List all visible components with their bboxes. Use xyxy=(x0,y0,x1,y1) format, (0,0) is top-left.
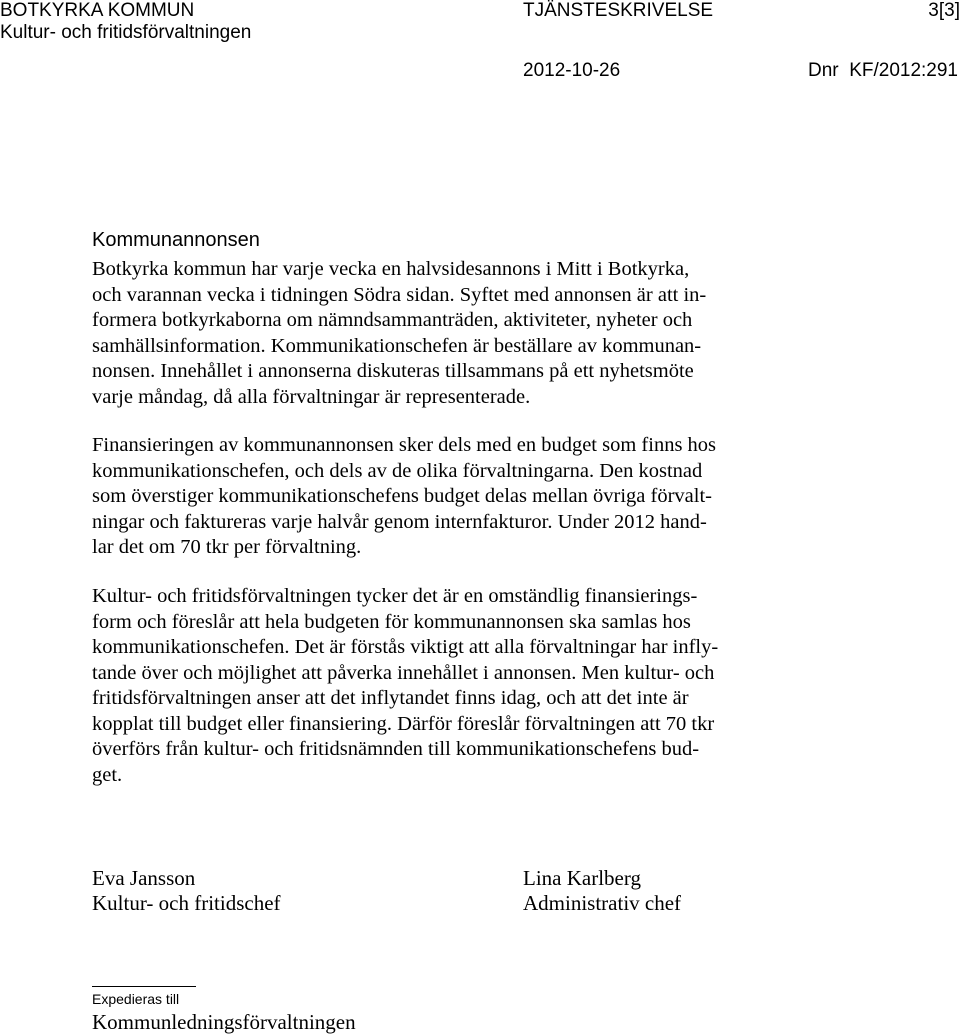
paragraph-line: lar det om 70 tkr per förvaltning. xyxy=(92,536,362,558)
paragraph-line: och varannan vecka i tidningen Södra sidan. Syftet med annonsen är att in- xyxy=(92,283,707,306)
paragraph-line: Botkyrka kommun har varje vecka en halvsidesannons i Mitt i Botkyrka, xyxy=(92,258,690,280)
signature-title-2: Administrativ chef xyxy=(523,891,682,915)
distribution-label: Expedieras till xyxy=(92,991,180,1007)
document-type: TJÄNSTESKRIVELSE xyxy=(523,0,714,21)
paragraph-line: formera botkyrkaborna om nämndsammanträden, aktiviteter, nyheter och xyxy=(92,309,693,331)
paragraph-line: kommunikationschefen. Det är förstås viktigt att alla förvaltningar har infly- xyxy=(92,636,719,658)
paragraph-line: fritidsförvaltningen anser att det inflytandet finns idag, och att det inte är xyxy=(92,687,689,709)
department-name: Kultur- och fritidsförvaltningen xyxy=(0,22,252,43)
paragraph-line: nonsen. Innehållet i annonserna diskuteras tillsammans på ett nyhetsmöte xyxy=(92,360,694,382)
paragraph-line: samhällsinformation. Kommunikationschefen är beställare av kommunan- xyxy=(92,334,702,357)
paragraph-line: kommunikationschefen, och dels av de olika förvaltningarna. Den kostnad xyxy=(92,459,703,482)
footer-divider xyxy=(92,986,196,987)
distribution-recipient: Kommunledningsförvaltningen xyxy=(92,1010,356,1034)
paragraph-2 xyxy=(92,433,716,561)
paragraph-line: Kultur- och fritidsförvaltningen tycker det är en omständlig finansierings- xyxy=(92,585,698,607)
signature-name-1: Eva Jansson xyxy=(92,866,196,890)
paragraph-line: varje måndag, då alla förvaltningar är representerade. xyxy=(92,385,531,408)
paragraph-line: tande över och möjlighet att påverka innehållet i annonsen. Men kultur- och xyxy=(92,661,715,684)
paragraph-1 xyxy=(92,257,706,410)
paragraph-line: som överstiger kommunikationschefens budget delas mellan övriga förvalt- xyxy=(92,485,712,507)
paragraph-line: överförs från kultur- och fritidsnämnden till kommunikationschefens bud- xyxy=(92,738,700,760)
paragraph-line: kopplat till budget eller finansiering. Därför föreslår förvaltningen att 70 tkr xyxy=(92,712,715,735)
paragraph-line: get. xyxy=(92,763,123,786)
paragraph-line: form och föreslår att hela budgeten för kommunannonsen ska samlas hos xyxy=(92,610,691,633)
page-number: 3[3] xyxy=(928,0,960,21)
document-dnr: Dnr KF/2012:291 xyxy=(808,60,958,81)
document-date: 2012-10-26 xyxy=(523,60,621,81)
paragraph-line: Finansieringen av kommunannonsen sker dels med en budget som finns hos xyxy=(92,434,717,456)
section-heading: Kommunannonsen xyxy=(92,229,260,251)
paragraph-3 xyxy=(92,584,718,788)
signature-title-1: Kultur- och fritidschef xyxy=(92,891,281,915)
paragraph-line: ningar och faktureras varje halvår genom internfakturor. Under 2012 hand- xyxy=(92,510,707,533)
organization-name: BOTKYRKA KOMMUN xyxy=(0,0,195,21)
signature-name-2: Lina Karlberg xyxy=(523,866,641,890)
